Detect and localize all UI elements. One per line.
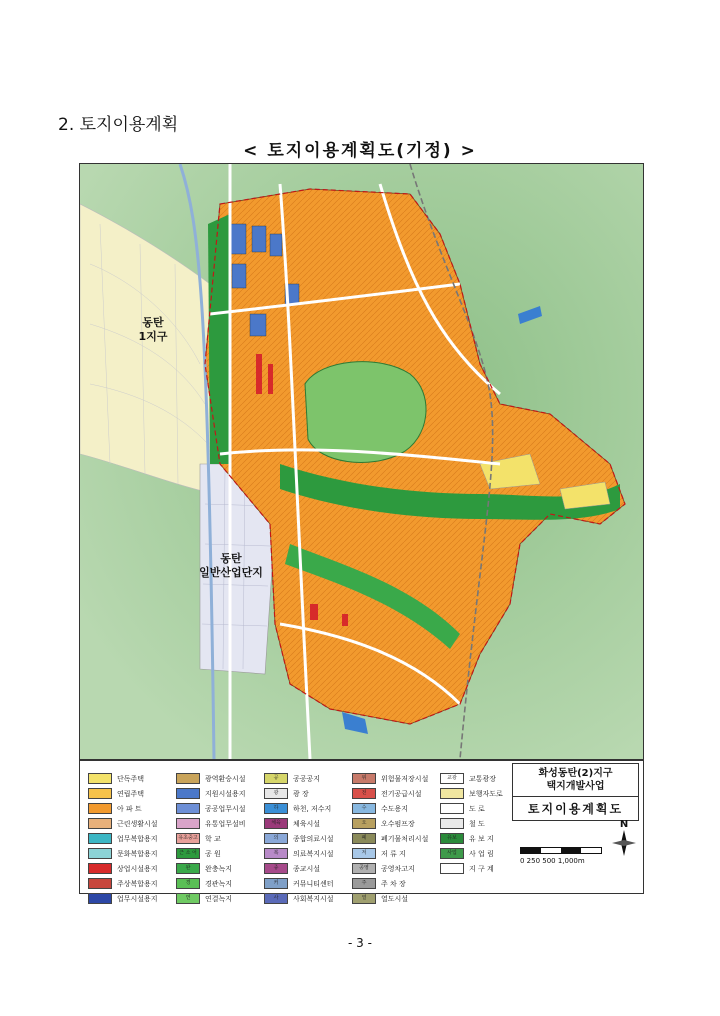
legend-swatch: 연 bbox=[176, 893, 200, 904]
legend-swatch bbox=[440, 803, 464, 814]
legend-swatch bbox=[176, 788, 200, 799]
legend-swatch bbox=[440, 788, 464, 799]
legend-swatch: 위 bbox=[352, 773, 376, 784]
district-1-label-line1: 동탄 bbox=[142, 316, 164, 329]
legend-swatch bbox=[88, 893, 112, 904]
legend-label: 주 차 장 bbox=[381, 879, 406, 888]
legend-swatch: 사업 bbox=[440, 848, 464, 859]
legend-label: 완충녹지 bbox=[205, 864, 233, 873]
legend-item bbox=[176, 816, 246, 831]
legend-swatch: 완 bbox=[176, 863, 200, 874]
legend-item bbox=[88, 771, 158, 786]
legend-swatch bbox=[88, 788, 112, 799]
legend-item bbox=[352, 786, 428, 801]
legend-columns bbox=[80, 761, 515, 903]
page-number: - 3 - bbox=[348, 936, 372, 950]
legend-swatch: 종 bbox=[264, 863, 288, 874]
legend-label: 단독주택 bbox=[117, 774, 145, 783]
legend-item bbox=[176, 876, 246, 891]
legend-label: 종합의료시설 bbox=[293, 834, 334, 843]
legend-swatch bbox=[88, 818, 112, 829]
legend-swatch bbox=[88, 833, 112, 844]
legend-label: 종교시설 bbox=[293, 864, 321, 873]
scale-labels: 0 250 500 1,000m bbox=[520, 857, 585, 865]
legend-item bbox=[440, 771, 503, 786]
legend-item bbox=[176, 831, 246, 846]
west-buffer-greenery bbox=[208, 214, 230, 464]
legend-swatch: 유초중고 bbox=[176, 833, 200, 844]
legend-label: 문화복합용지 bbox=[117, 849, 158, 858]
project-title-line1: 화성동탄(2)지구 bbox=[538, 768, 613, 779]
legend-swatch: 체육 bbox=[264, 818, 288, 829]
central-park bbox=[305, 362, 426, 463]
legend-swatch bbox=[176, 773, 200, 784]
legend-item bbox=[88, 831, 158, 846]
legend-item bbox=[352, 891, 428, 906]
legend-label: 전기공급시설 bbox=[381, 789, 422, 798]
legend-label: 위험물저장시설 bbox=[381, 774, 429, 783]
legend-label: 근린생활시설 bbox=[117, 819, 158, 828]
legend-label: 열도시설 bbox=[381, 894, 409, 903]
legend-label: 유 보 지 bbox=[469, 834, 494, 843]
legend-item bbox=[352, 861, 428, 876]
legend-label: 사 업 림 bbox=[469, 849, 494, 858]
legend-col-2 bbox=[176, 771, 246, 906]
legend-item bbox=[440, 831, 503, 846]
legend-label: 도 로 bbox=[469, 804, 485, 813]
legend-swatch: 교광 bbox=[440, 773, 464, 784]
legend-item bbox=[352, 846, 428, 861]
legend-swatch: 공 bbox=[264, 773, 288, 784]
legend-item bbox=[264, 771, 334, 786]
legend-swatch: 저 bbox=[352, 848, 376, 859]
legend-swatch: 공영 bbox=[352, 863, 376, 874]
legend-item bbox=[264, 891, 334, 906]
legend-swatch: 전 bbox=[352, 788, 376, 799]
legend-item bbox=[88, 786, 158, 801]
legend-swatch: 주 bbox=[352, 878, 376, 889]
legend-item bbox=[264, 876, 334, 891]
legend-item bbox=[440, 861, 503, 876]
legend-label: 연립주택 bbox=[117, 789, 145, 798]
legend-item bbox=[440, 816, 503, 831]
legend-item bbox=[176, 786, 246, 801]
legend-item bbox=[264, 816, 334, 831]
legend-item bbox=[264, 861, 334, 876]
legend-item bbox=[352, 816, 428, 831]
legend-label: 주상복합용지 bbox=[117, 879, 158, 888]
legend-item bbox=[88, 816, 158, 831]
legend-item bbox=[88, 891, 158, 906]
legend-label: 업무시설용지 bbox=[117, 894, 158, 903]
legend-swatch: 오 bbox=[352, 818, 376, 829]
map-legend bbox=[79, 760, 644, 903]
legend-swatch: 의 bbox=[264, 833, 288, 844]
legend-swatch: 경 bbox=[176, 878, 200, 889]
legend-label: 폐기물처리시설 bbox=[381, 834, 429, 843]
legend-label: 철 도 bbox=[469, 819, 485, 828]
north-arrow bbox=[612, 819, 636, 859]
legend-item bbox=[352, 831, 428, 846]
legend-item bbox=[88, 801, 158, 816]
legend-swatch: 수 bbox=[352, 803, 376, 814]
legend-item bbox=[88, 876, 158, 891]
legend-label: 하천, 저수지 bbox=[293, 804, 332, 813]
scale-bar-graphic bbox=[520, 847, 602, 854]
map-title: < 토지이용계획도(기정) > bbox=[243, 141, 477, 161]
legend-label: 저 류 지 bbox=[381, 849, 406, 858]
legend-swatch: 하 bbox=[264, 803, 288, 814]
legend-swatch: 사 bbox=[264, 893, 288, 904]
legend-item bbox=[88, 861, 158, 876]
legend-label: 광 장 bbox=[293, 789, 309, 798]
legend-label: 상업시설용지 bbox=[117, 864, 158, 873]
project-title-line2: 택지개발사업 bbox=[546, 781, 605, 792]
legend-item bbox=[176, 771, 246, 786]
legend-swatch bbox=[88, 803, 112, 814]
legend-col-4 bbox=[352, 771, 428, 906]
legend-label: 학 교 bbox=[205, 834, 221, 843]
industrial-label-line1: 동탄 bbox=[220, 552, 242, 565]
legend-item bbox=[88, 846, 158, 861]
legend-item bbox=[176, 846, 246, 861]
legend-item bbox=[176, 861, 246, 876]
legend-label: 체육시설 bbox=[293, 819, 321, 828]
legend-label: 오수펌프장 bbox=[381, 819, 415, 828]
north-label: N bbox=[619, 819, 629, 830]
legend-item bbox=[440, 801, 503, 816]
legend-swatch bbox=[88, 773, 112, 784]
map-svg bbox=[80, 164, 643, 759]
legend-item bbox=[264, 786, 334, 801]
scale-bar bbox=[520, 835, 620, 875]
section-title: 2. 토지이용계획 bbox=[58, 115, 179, 135]
legend-label: 공공업무시설 bbox=[205, 804, 246, 813]
legend-label: 공영차고지 bbox=[381, 864, 415, 873]
legend-col-1 bbox=[88, 771, 158, 906]
legend-swatch bbox=[88, 878, 112, 889]
legend-label: 광역환승시설 bbox=[205, 774, 246, 783]
legend-label: 사회복지시설 bbox=[293, 894, 334, 903]
legend-swatch bbox=[440, 863, 464, 874]
legend-swatch: 커 bbox=[264, 878, 288, 889]
project-info-box bbox=[512, 763, 639, 889]
legend-swatch: 복 bbox=[264, 848, 288, 859]
legend-item bbox=[440, 786, 503, 801]
legend-item bbox=[352, 876, 428, 891]
legend-swatch: 광 bbox=[264, 788, 288, 799]
legend-label: 유통업무설비 bbox=[205, 819, 246, 828]
legend-label: 지원시설용지 bbox=[205, 789, 246, 798]
legend-label: 보행자도로 bbox=[469, 789, 503, 798]
legend-item bbox=[352, 771, 428, 786]
legend-item bbox=[176, 801, 246, 816]
legend-label: 교통광장 bbox=[469, 774, 497, 783]
legend-item bbox=[264, 801, 334, 816]
legend-swatch: 유보 bbox=[440, 833, 464, 844]
compass-icon bbox=[612, 830, 636, 856]
legend-item bbox=[352, 801, 428, 816]
legend-swatch bbox=[440, 818, 464, 829]
project-subtitle: 토지이용계획도 bbox=[512, 797, 639, 821]
land-use-map bbox=[79, 163, 644, 760]
legend-col-3 bbox=[264, 771, 334, 906]
industrial-label-line2: 일반산업단지 bbox=[199, 566, 263, 579]
legend-label: 경관녹지 bbox=[205, 879, 233, 888]
legend-label: 커뮤니티센터 bbox=[293, 879, 334, 888]
legend-col-5 bbox=[440, 771, 503, 876]
legend-swatch bbox=[88, 863, 112, 874]
legend-swatch bbox=[176, 818, 200, 829]
legend-swatch bbox=[88, 848, 112, 859]
legend-swatch: 열 bbox=[352, 893, 376, 904]
legend-label: 업무복합용지 bbox=[117, 834, 158, 843]
legend-item bbox=[264, 846, 334, 861]
legend-label: 의료복지시설 bbox=[293, 849, 334, 858]
legend-label: 지 구 계 bbox=[469, 864, 494, 873]
legend-label: 연결녹지 bbox=[205, 894, 233, 903]
legend-item bbox=[440, 846, 503, 861]
legend-label: 공 원 bbox=[205, 849, 221, 858]
legend-label: 아 파 트 bbox=[117, 804, 142, 813]
legend-swatch bbox=[176, 803, 200, 814]
legend-item bbox=[176, 891, 246, 906]
legend-label: 수도용지 bbox=[381, 804, 409, 813]
legend-swatch: 폐 bbox=[352, 833, 376, 844]
legend-label: 공공공지 bbox=[293, 774, 321, 783]
project-title bbox=[512, 763, 639, 797]
legend-item bbox=[264, 831, 334, 846]
district-1-label-line2: 1지구 bbox=[138, 330, 168, 343]
legend-swatch: 근 소 어 bbox=[176, 848, 200, 859]
